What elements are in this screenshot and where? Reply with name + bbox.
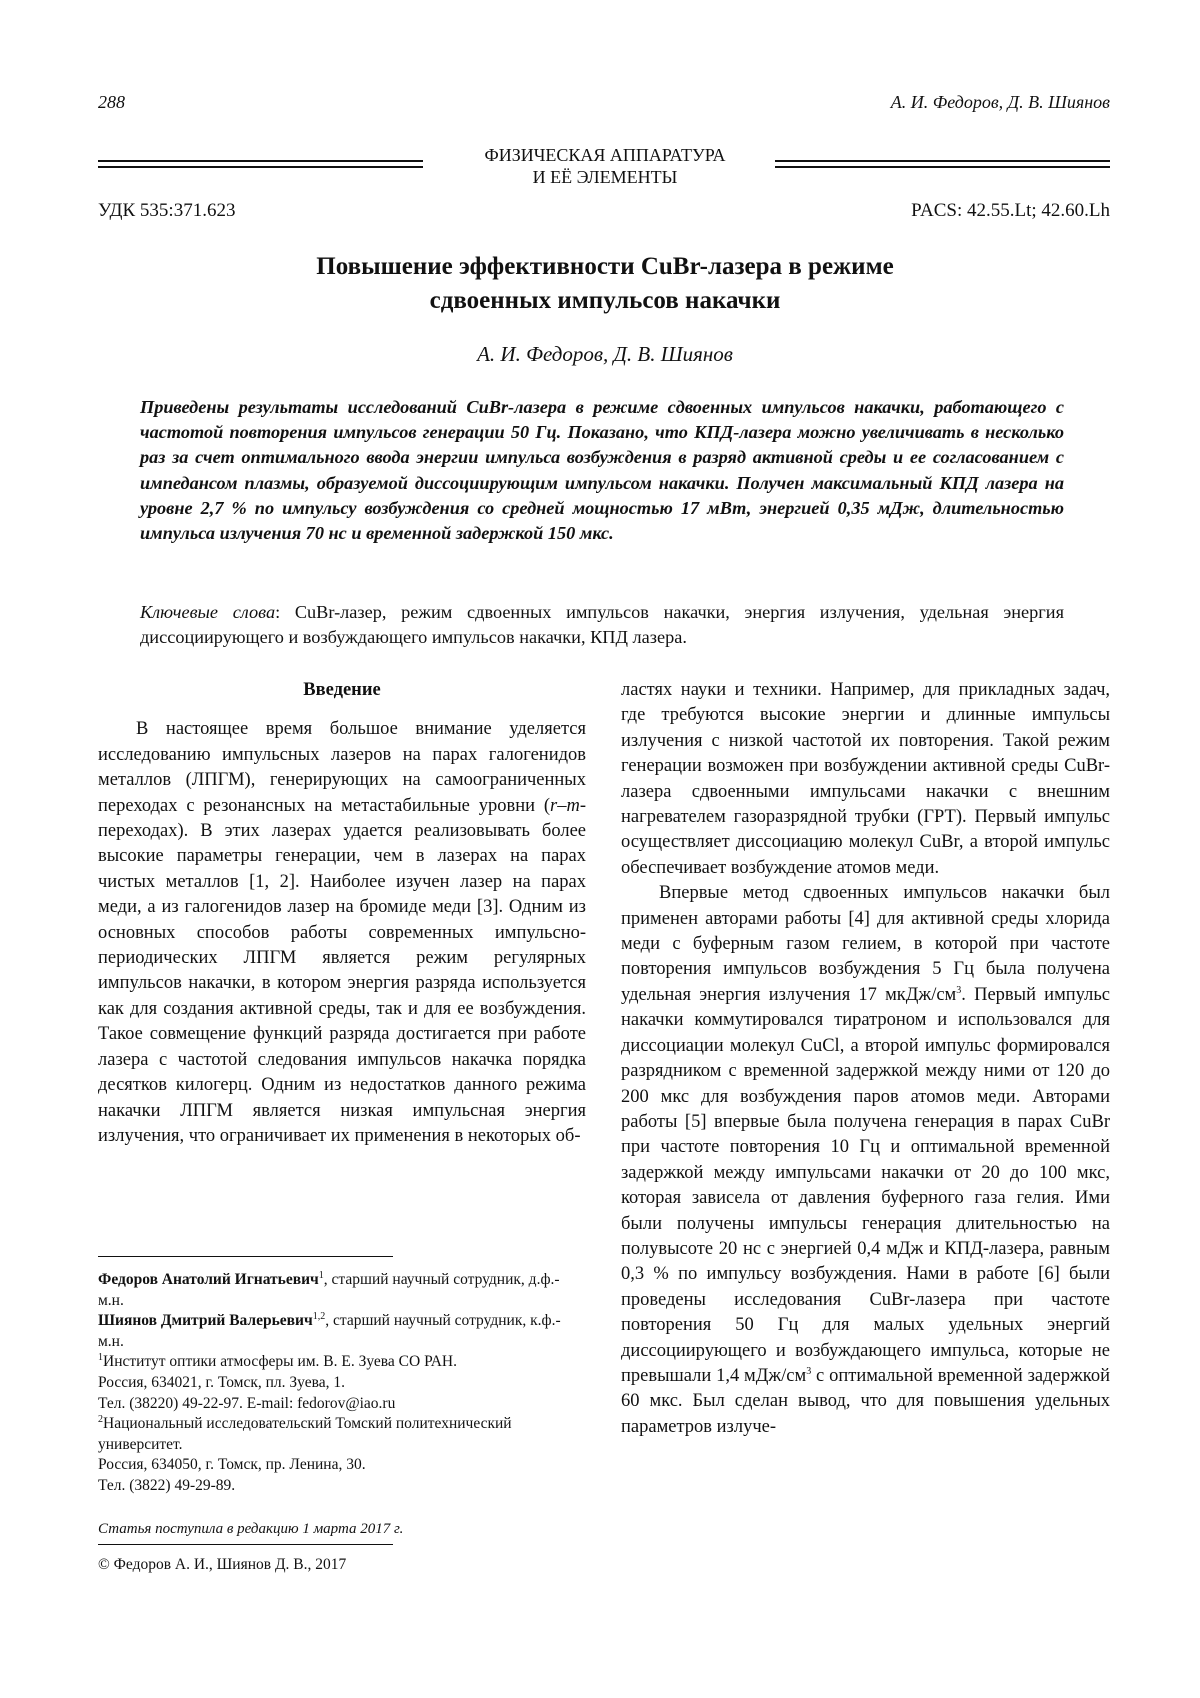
column-right <box>621 678 1110 1440</box>
footnote-affiliation1-address: Россия, 634021, г. Томск, пл. Зуева, 1. <box>98 1373 345 1391</box>
author2-name: Шиянов Дмитрий Валерьевич <box>98 1312 313 1330</box>
footnote-affiliation1 <box>98 1352 568 1373</box>
paragraph <box>621 881 1110 1440</box>
footnote-author1 <box>98 1270 568 1311</box>
paragraph-text: . Первый импульс накачки коммутировался тиратроном и использовался для диссоциации молекул CuCl, а второй импульс формировался разрядником с временной задержкой между ними от 120 до 200 мкс для возбуждения паров атомов меди. Авторами работы [5] впервые была получена генерация в парах CuBr при частоте повторения 10 Гц и оптимальной временной задержкой между импульсами накачки от 20 до 100 мкс, которая зависела от давления буферного газа гелия. Ими были получены импульсы генерация длительностью на полувысоте 20 нс с энергией 0,4 мДж и КПД-лазера, равным 0,3 % по импульсу возбуждения. Нами в работе [6] были проведены исследования CuBr-лазера при частоте повторения 50 Гц для малых удельных энергий диссоциирующего и возбуждающего импульса, которые не превышали 1,4 мДж/см <box>621 984 1110 1386</box>
article-authors: А. И. Федоров, Д. В. Шиянов <box>477 342 733 366</box>
title-line2: сдвоенных импульсов накачки <box>429 287 781 314</box>
footnote-affiliation2-contact: Тел. (3822) 49-29-89. <box>98 1476 236 1494</box>
paragraph-text: -переходах). В этих лазерах удается реализовывать более высокие параметры генерации, чем в лазерах на парах чистых металлов [1, 2]. Наиболее изучен лазер на парах меди, а из галогенидов лазер на бромиде меди [3]. Одним из основных способов работы современных импульсно-периодических ЛПГМ является режим регулярных импульсов накачки, в котором энергия разряда используется как для создания активной среды, так и для ее возбуждения. Такое совмещение функций разряда достигается при работе лазера с частотой следования импульсов накачка порядка десятков килогерц. Одним из недостатков данного режима накачки ЛПГМ является низкая импульсная энергия излучения, что ограничивает их применения в некоторых об- <box>98 795 586 1146</box>
intro-heading: Введение <box>303 680 381 700</box>
superscript: 1 <box>98 1352 103 1364</box>
footnote-affiliation2-address: Россия, 634050, г. Томск, пр. Ленина, 30. <box>98 1456 366 1474</box>
footnote-author2 <box>98 1311 568 1352</box>
pacs-code: PACS: 42.55.Lt; 42.60.Lh <box>911 200 1110 221</box>
paragraph-text: Впервые метод сдвоенных импульсов накачки был применен авторами работы [4] для активной среды хлорида меди с буферным газом гелием, в которой при частоте повторения импульсов возбуждения 5 Гц была получена удельная энергия излучения 17 мкДж/см <box>621 883 1110 1005</box>
author1-name: Федоров Анатолий Игнатьевич <box>98 1271 319 1288</box>
paragraph-italic: r–m <box>550 795 580 816</box>
author1-desc: , старший научный сотрудник, д.ф.-м.н. <box>98 1271 560 1309</box>
author2-desc: , старший научный сотрудник, к.ф.-м.н. <box>98 1312 561 1350</box>
title-line1: Повышение эффективности CuBr-лазера в режиме <box>316 253 894 280</box>
keywords-label: Ключевые слова <box>140 602 276 622</box>
received-rule <box>98 1544 393 1545</box>
paragraph <box>98 717 586 1149</box>
section-rule-left <box>98 160 423 168</box>
section-label <box>440 144 770 188</box>
superscript: 3 <box>806 1365 812 1377</box>
affiliation2: Национальный исследовательский Томский политехнический университет. <box>98 1415 512 1453</box>
footnote-rule <box>98 1256 393 1257</box>
page-number: 288 <box>98 92 125 112</box>
footnote-affiliation1-contact: Тел. (38220) 49-22-97. E-mail: fedorov@iao.ru <box>98 1394 396 1412</box>
section-label-line2: И ЕЁ ЭЛЕМЕНТЫ <box>532 167 678 187</box>
superscript: 1 <box>318 1269 324 1281</box>
abstract: Приведены результаты исследований CuBr-лазера в режиме сдвоенных импульсов накачки, работающего с частотой повторения импульсов генерации 50 Гц. Показано, что КПД-лазера можно увеличивать в несколько раз за счет оптимального ввода энергии импульса возбуждения в разряд активной среды и ее согласованием с импедансом плазмы, образуемой диссоциирующим импульсом накачки. Получен максимальный КПД лазера на уровне 2,7 % по импульсу возбуждения со средней мощностью 17 мВт, энергией 0,35 мДж, длительностью импульса излучения 70 нс и временной задержкой 150 мкс. <box>140 397 1064 544</box>
paragraph-text: с оптимальной временной задержкой 60 мкс. Был сделан вывод, что для повышения удельных параметров излуче- <box>621 1365 1110 1437</box>
keywords <box>140 600 1064 650</box>
section-label-line1: ФИЗИЧЕСКАЯ АППАРАТУРА <box>484 145 726 165</box>
footnotes <box>98 1270 568 1497</box>
superscript: 1,2 <box>312 1311 326 1323</box>
section-rule-right <box>775 160 1110 168</box>
paragraph-text: В настоящее время большое внимание уделяется исследованию импульсных лазеров на парах галогенидов металлов (ЛПГМ), генерирующих на самоограниченных переходах с резонансных на метастабильные уровни ( <box>98 719 586 816</box>
paragraph: ластях науки и техники. Например, для прикладных задач, где требуются высокие энергии и длинные импульсы излучения с низкой частотой их повторения. Такой режим генерации возможен при возбуждении активной среды CuBr-лазера сдвоенными импульсами накачки с внешним нагревателем газоразрядной трубки (ГРТ). Первый импульс осуществляет диссоциацию молекул CuBr, а второй импульс обеспечивает возбуждение атомов меди. <box>621 680 1110 878</box>
superscript: 2 <box>98 1414 103 1425</box>
footnote-affiliation2 <box>98 1414 568 1455</box>
affiliation1: Институт оптики атмосферы им. В. Е. Зуева СО РАН. <box>103 1353 457 1371</box>
udc-code: УДК 535:371.623 <box>98 200 236 221</box>
superscript: 3 <box>956 984 962 996</box>
column-left <box>98 678 586 1149</box>
received-date: Статья поступила в редакцию 1 марта 2017 г. <box>98 1521 404 1537</box>
article-title <box>140 250 1070 318</box>
copyright: © Федоров А. И., Шиянов Д. В., 2017 <box>98 1556 347 1573</box>
keywords-text: : CuBr-лазер, режим сдвоенных импульсов накачки, энергия излучения, удельная энергия диссоциирующего и возбуждающего импульсов накачки, КПД лазера. <box>140 602 1064 647</box>
running-head: А. И. Федоров, Д. В. Шиянов <box>890 92 1110 112</box>
